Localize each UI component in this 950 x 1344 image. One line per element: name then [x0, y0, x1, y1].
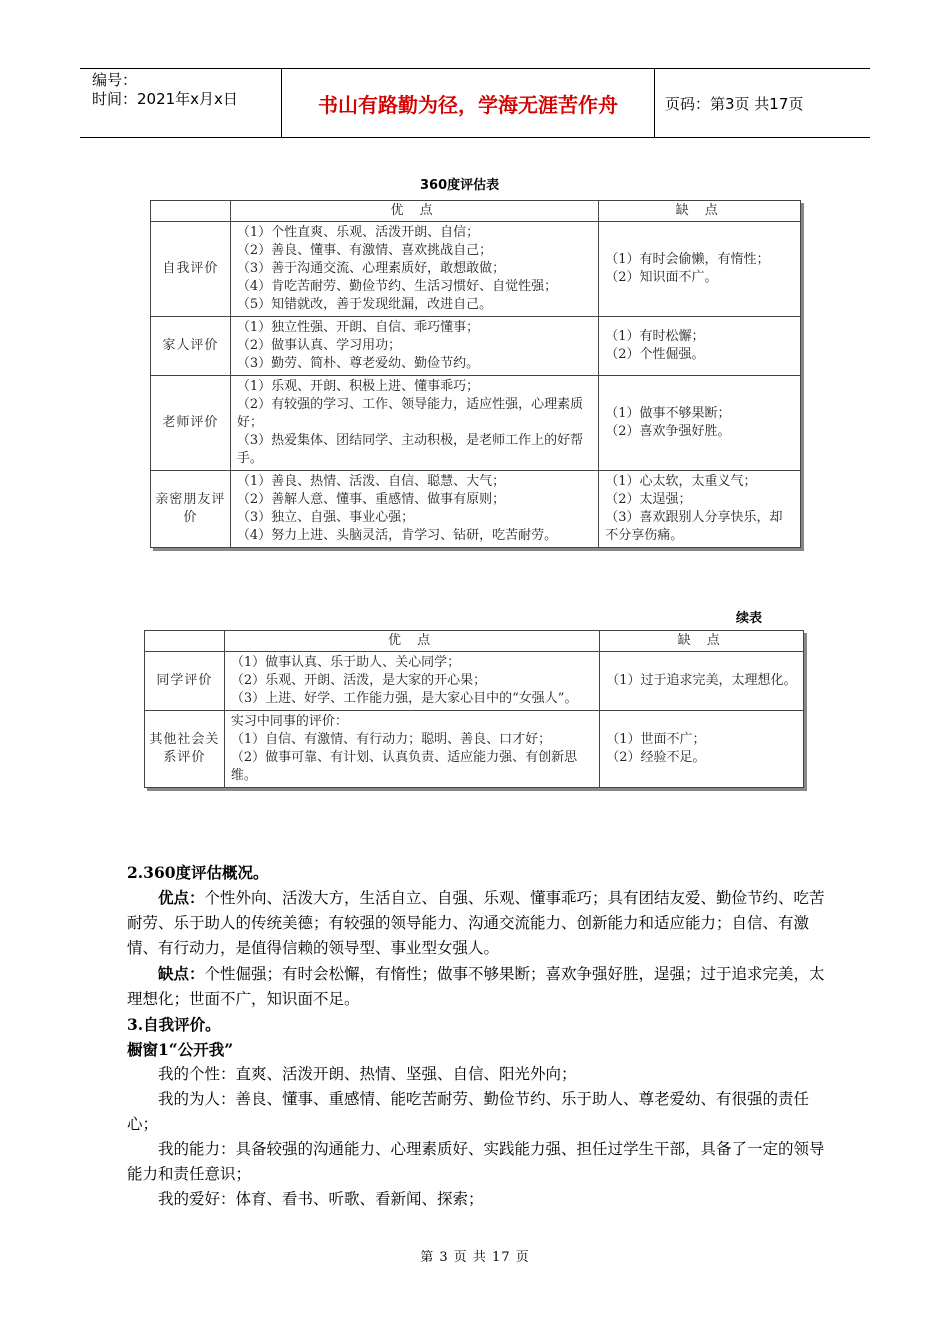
row-cons	[600, 711, 804, 788]
pros-item: 实习中同事的评价：	[230, 714, 348, 729]
pros-item: （3）独立、自强、事业心强；	[236, 510, 415, 525]
row-cons	[599, 317, 801, 376]
cons-item: （1）有时松懈；	[605, 329, 705, 344]
window-title: 橱窗1“公开我”	[127, 1040, 234, 1059]
row-category: 家人评价	[151, 317, 231, 376]
pros-paragraph	[127, 885, 827, 961]
pros-item: （1）个性直爽、乐观、活泼开朗、自信；	[236, 225, 480, 240]
pros-item: （2）善良、懂事、有激情、喜欢挑战自己；	[236, 243, 493, 258]
row-pros	[224, 652, 599, 711]
row-category: 亲密朋友评价	[151, 471, 231, 548]
pros-item: （4）努力上进、头脑灵活，肯学习、钻研，吃苦耐劳。	[236, 528, 558, 543]
row-cons	[600, 652, 804, 711]
table-row	[151, 222, 801, 317]
header-left-cell	[80, 69, 282, 137]
table2-caption: 续表	[736, 611, 763, 626]
cons-item: （2）喜欢争强好胜。	[605, 424, 731, 439]
row-category: 老师评价	[151, 376, 231, 471]
table-row	[151, 471, 801, 548]
pros-item: （2）乐观、开朗、活泼，是大家的开心果；	[230, 673, 487, 688]
number-label: 编号：	[92, 71, 138, 89]
header-cell-empty	[151, 201, 231, 222]
pros-item: （3）善于沟通交流、心理素质好，敢想敢做；	[236, 261, 506, 276]
pros-item: （3）热爱集体、团结同学、主动积极，是老师工作上的好帮手。	[236, 433, 584, 466]
cons-item: （1）做事不够果断；	[605, 406, 731, 421]
row-pros	[230, 376, 598, 471]
time-label: 时间：2021年x月x日	[92, 90, 238, 108]
ability-paragraph: 我的能力：具备较强的沟通能力、心理素质好、实践能力强、担任过学生干部，具备了一定的领导能力和责任意识；	[127, 1140, 825, 1183]
pros-item: （1）自信、有激情、有行动力；聪明、善良、口才好；	[230, 732, 552, 747]
page-label: 页码：第3页 共17页	[665, 94, 804, 113]
body-text	[127, 860, 827, 1212]
pros-item: （2）有较强的学习、工作、领导能力，适应性强，心理素质好；	[236, 397, 584, 430]
continued-table	[144, 630, 804, 788]
pros-item: （1）善良、热情、活泼、自信、聪慧、大气；	[236, 474, 506, 489]
table1-caption: 360度评估表	[420, 178, 500, 193]
cons-item: （2）太逞强；	[605, 492, 692, 507]
cons-item: （3）喜欢跟别人分享快乐，却不分享伤痛。	[605, 510, 783, 543]
evaluation-table	[150, 200, 801, 548]
page-header	[80, 68, 870, 138]
table-header-row	[151, 201, 801, 222]
header-cell-cons: 缺 点	[600, 631, 804, 652]
pros-label: 优点：	[158, 888, 205, 907]
cons-item: （1）世面不广；	[606, 732, 706, 747]
table-header-row	[145, 631, 804, 652]
motto: 书山有路勤为径，学海无涯苦作舟	[282, 69, 655, 137]
pros-text: 个性外向、活泼大方，生活自立、自强、乐观、懂事乖巧；具有团结友爱、勤俭节约、吃苦耐劳、乐于助人的传统美德；有较强的领导能力、沟通交流能力、创新能力和适应能力；自信、有激情、有行动力，是值得信赖的领导型、事业型女强人。	[127, 889, 825, 957]
table-row	[151, 376, 801, 471]
pros-item: （1）独立性强、开朗、自信、乖巧懂事；	[236, 320, 480, 335]
pros-item: （2）善解人意、懂事、重感情、做事有原则；	[236, 492, 506, 507]
row-pros	[230, 222, 598, 317]
personality-paragraph: 我的个性：直爽、活泼开朗、热情、坚强、自信、阳光外向；	[158, 1065, 577, 1083]
cons-paragraph	[127, 961, 827, 1012]
pros-item: （1）乐观、开朗、积极上进、懂事乖巧；	[236, 379, 480, 394]
row-category: 其他社会关系评价	[145, 711, 225, 788]
conduct-paragraph: 我的为人：善良、懂事、重感情、能吃苦耐劳、勤俭节约、乐于助人、尊老爱幼、有很强的责任心；	[127, 1090, 810, 1133]
pros-item: （5）知错就改，善于发现纰漏，改进自己。	[236, 297, 493, 312]
row-category: 同学评价	[145, 652, 225, 711]
pros-item: （2）做事可靠、有计划、认真负责、适应能力强、有创新思维。	[230, 750, 578, 783]
pros-item: （2）做事认真、学习用功；	[236, 338, 402, 353]
row-cons	[599, 471, 801, 548]
row-cons	[599, 376, 801, 471]
header-cell-empty	[145, 631, 225, 652]
pros-item: （4）肯吃苦耐劳、勤俭节约、生活习惯好、自觉性强；	[236, 279, 558, 294]
cons-text: 个性倔强；有时会松懈，有惰性；做事不够果断；喜欢争强好胜，逞强；过于追求完美，太理想化；世面不广，知识面不足。	[127, 965, 825, 1008]
cons-label: 缺点：	[158, 964, 205, 983]
page-footer: 第 3 页 共 17 页	[420, 1250, 530, 1265]
header-cell-pros: 优 点	[230, 201, 598, 222]
pros-item: （3）上进、好学、工作能力强，是大家心目中的“女强人”。	[230, 691, 578, 706]
cons-item: （2）知识面不广。	[605, 270, 718, 285]
cons-item: （1）心太软，太重义气；	[605, 474, 757, 489]
section3-title: 3.自我评价。	[127, 1015, 221, 1034]
cons-item: （1）过于追求完美，太理想化。	[606, 673, 797, 688]
row-cons	[599, 222, 801, 317]
section2-title: 2.360度评估概况。	[127, 863, 269, 882]
table-row	[145, 711, 804, 788]
row-pros	[230, 471, 598, 548]
row-category: 自我评价	[151, 222, 231, 317]
row-pros	[224, 711, 599, 788]
pros-item: （3）勤劳、简朴、尊老爱幼、勤俭节约。	[236, 356, 480, 371]
header-cell-cons: 缺 点	[599, 201, 801, 222]
row-pros	[230, 317, 598, 376]
cons-item: （1）有时会偷懒，有惰性；	[605, 252, 770, 267]
cons-item: （2）经验不足。	[606, 750, 706, 765]
pros-item: （1）做事认真、乐于助人、关心同学；	[230, 655, 461, 670]
header-cell-pros: 优 点	[224, 631, 599, 652]
table-row	[145, 652, 804, 711]
cons-item: （2）个性倔强。	[605, 347, 705, 362]
hobby-paragraph: 我的爱好：体育、看书、听歌、看新闻、探索；	[158, 1190, 484, 1208]
table-row	[151, 317, 801, 376]
